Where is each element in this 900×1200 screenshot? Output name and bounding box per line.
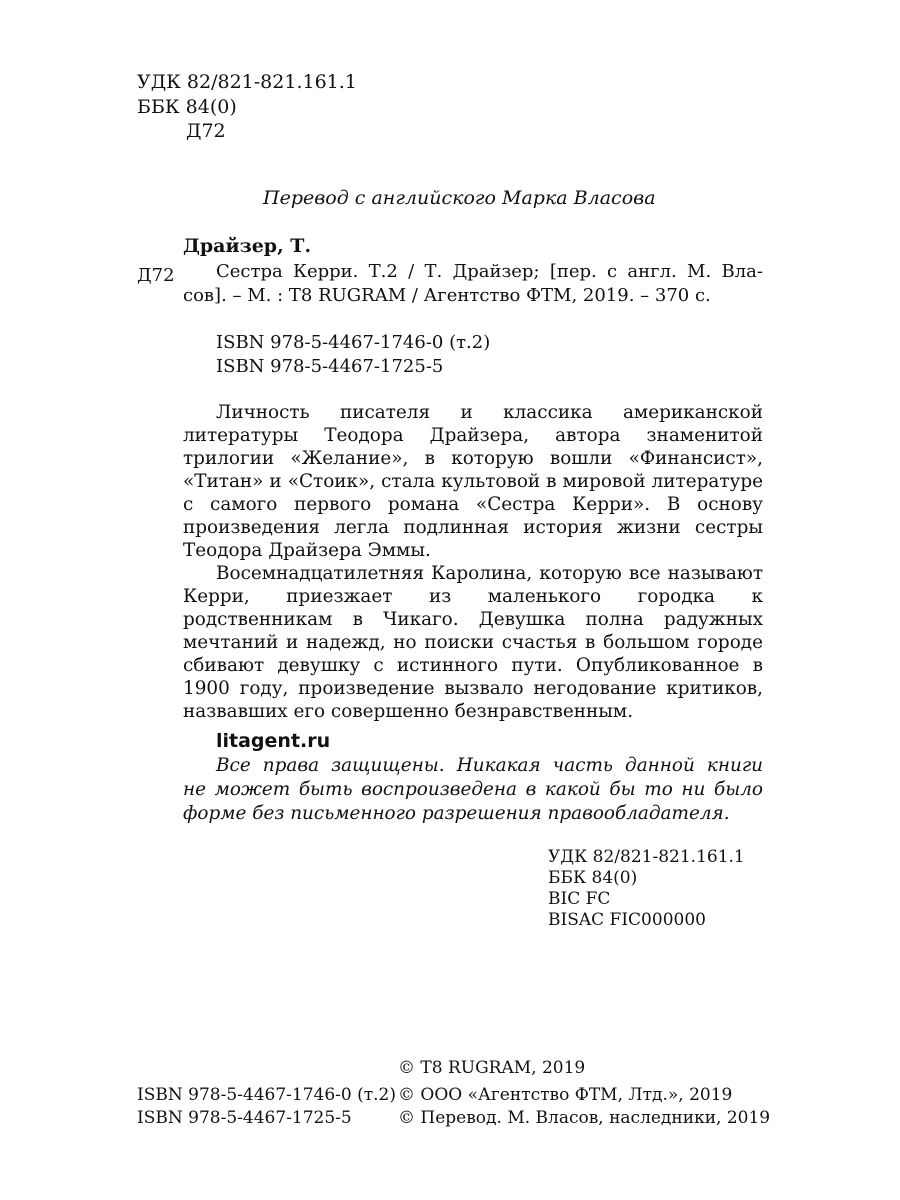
header-bbk: ББК 84(0) <box>137 96 237 118</box>
header-udk: УДК 82/821-821.161.1 <box>137 71 357 93</box>
description-line-2: сов]. – М. : T8 RUGRAM / Агентство ФТМ, 2019. – 370 с. <box>183 285 711 306</box>
isbn-2: ISBN 978-5-4467-1725-5 <box>216 356 444 377</box>
class-bisac: BISAC FIC000000 <box>548 910 706 930</box>
rights-line-3: форме без письменного разрешения правообладателя. <box>183 803 730 824</box>
annotation-paragraph-2: Восемнадцатилетняя Каролина, которую все называют Керри, приезжает из маленького городка к родственникам в Чикаго. Девушка полна радужных мечтаний и надежд, но поиски счастья в большом городе сбивают девушку с истинного пути. Опубликованное в 1900 году, произведение вызвало негодование критиков, назвавших его совершенно безнравственным. <box>183 563 763 722</box>
rights-line-1: Все права защищены. Никакая часть данной книги <box>216 755 763 776</box>
site-link[interactable]: litagent.ru <box>216 730 331 752</box>
copyright-2: © ООО «Агентство ФТМ, Лтд.», 2019 <box>398 1085 733 1105</box>
rights-line-2: не может быть воспроизведена в какой бы то ни было <box>183 779 763 800</box>
margin-author-mark: Д72 <box>137 265 175 286</box>
annotation-paragraph-1: Личность писателя и классика американской литературы Теодора Драйзера, автора знаменитой трилогии «Желание», в которую вошли «Финансист», «Титан» и «Стоик», стала культовой в мировой литературе с самого первого романа «Сестра Керри». В основу произведения легла подлинная история жизни сестры Теодора Драйзера Эммы. <box>183 402 763 561</box>
class-bic: BIC FC <box>548 889 611 909</box>
copyright-3: © Перевод. М. Власов, наследники, 2019 <box>398 1108 771 1128</box>
class-bbk: ББК 84(0) <box>548 868 638 888</box>
copyright-1: © T8 RUGRAM, 2019 <box>398 1058 586 1078</box>
classification-codes <box>548 847 745 931</box>
class-udk: УДК 82/821-821.161.1 <box>548 847 745 867</box>
annotation <box>183 401 763 723</box>
translation-note: Перевод с английского Марка Власова <box>263 187 656 209</box>
footer-isbn-2: ISBN 978-5-4467-1725-5 <box>137 1108 352 1128</box>
description-line-1: Сестра Керри. Т.2 / Т. Драйзер; [пер. с англ. М. Вла- <box>216 261 763 282</box>
header-author-mark: Д72 <box>186 120 226 142</box>
isbn-1: ISBN 978-5-4467-1746-0 (т.2) <box>216 332 491 353</box>
footer-isbn-1: ISBN 978-5-4467-1746-0 (т.2) <box>137 1085 397 1105</box>
author-name: Драйзер, Т. <box>183 235 312 257</box>
